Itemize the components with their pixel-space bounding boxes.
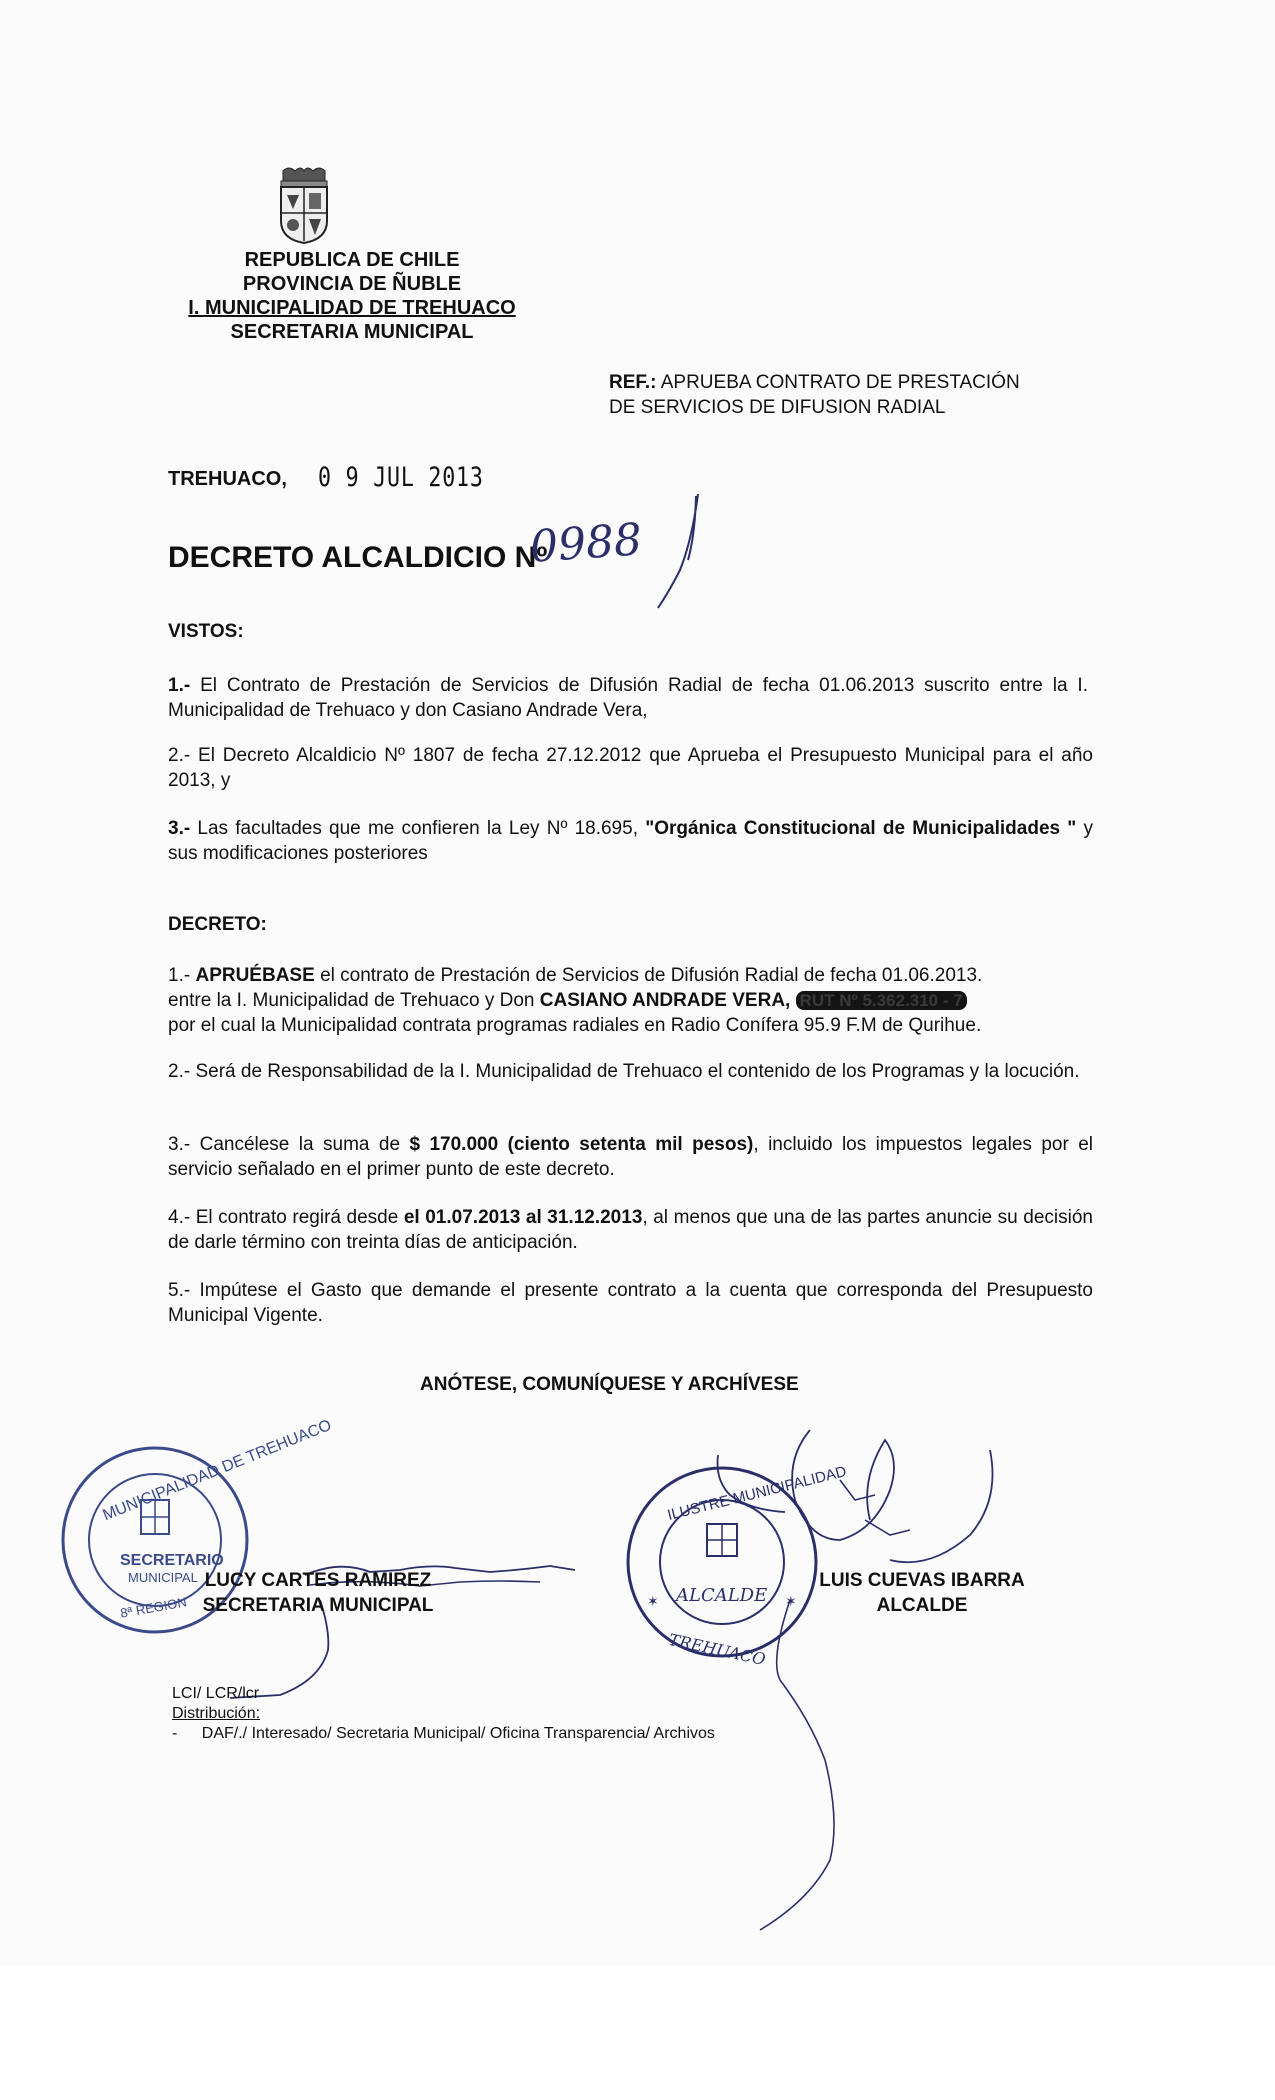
right-stamp-top-text: ILUSTRE MUNICIPALIDAD	[665, 1463, 849, 1524]
header-province: PROVINCIA DE ÑUBLE	[242, 273, 462, 295]
right-signatory-name: LUIS CUEVAS IBARRA	[819, 1570, 1025, 1591]
decree-number-handwritten: 0988	[528, 514, 644, 573]
vistos-item-3-law-name: "Orgánica Constitucional de Municipalidades "	[645, 818, 1077, 839]
vistos-item-3	[168, 816, 1093, 866]
left-signatory	[168, 1568, 468, 1618]
header-department: SECRETARIA MUNICIPAL	[230, 321, 474, 343]
decreto-item-1-text-3: por el cual la Municipalidad contrata programas radiales en Radio Conífera 95.9 F.M de Qurihue.	[168, 1015, 982, 1036]
decreto-item-4	[168, 1205, 1093, 1255]
vistos-item-3-tail: y sus modificaciones posteriores	[168, 818, 1093, 864]
vistos-item-2: 2.- El Decreto Alcaldicio Nº 1807 de fecha 27.12.2012 que Aprueba el Presupuesto Municipal para el año 2013, y	[168, 745, 1093, 791]
vistos-item-1-number: 1.-	[168, 675, 191, 696]
handwritten-slash-mark	[640, 490, 710, 615]
left-signatory-title: SECRETARIA MUNICIPAL	[202, 1595, 434, 1616]
decreto-item-1	[168, 963, 1103, 1038]
decreto-item-1-text-2: entre la I. Municipalidad de Trehuaco y Don	[168, 990, 535, 1011]
decreto-item-5: 5.- Impútese el Gasto que demande el presente contrato a la cuenta que corresponda del Presupuesto Municipal Vigente.	[168, 1280, 1093, 1326]
left-signatory-name: LUCY CARTES RAMIREZ	[204, 1570, 432, 1591]
decreto-item-3	[168, 1132, 1093, 1182]
redacted-rut: RUT Nº 5.362.310 - 7	[796, 991, 967, 1010]
closing-formula: ANÓTESE, COMUNÍQUESE Y ARCHÍVESE	[420, 1374, 799, 1395]
decreto-item-3-amount: $ 170.000 (ciento setenta mil pesos)	[409, 1134, 754, 1155]
decreto-item-2-text: Será de Responsabilidad de la I. Municipalidad de Trehuaco el contenido de los Programas y la locución.	[195, 1061, 1080, 1082]
decreto-item-4-period: el 01.07.2013 al 31.12.2013	[403, 1207, 643, 1228]
decreto-heading: DECRETO:	[168, 914, 267, 935]
left-stamp-mid-text: SECRETARIO	[120, 1552, 224, 1569]
footer-bullet: -	[172, 1725, 178, 1742]
decreto-item-4-tail: , al menos que una de las partes anuncie su decisión de darle término con treinta días de anticipación.	[168, 1207, 1093, 1253]
decreto-item-2	[168, 1059, 1093, 1084]
vistos-heading: VISTOS:	[168, 621, 244, 642]
footer-distribution-list: DAF/./ Interesado/ Secretaria Municipal/ Oficina Transparencia/ Archivos	[201, 1725, 715, 1742]
right-stamp-bottom-text: TREHUACO	[667, 1629, 768, 1670]
decreto-item-1-text-1: el contrato de Prestación de Servicios de Difusión Radial de fecha 01.06.2013.	[320, 965, 983, 986]
coat-of-arms-logo	[275, 165, 333, 245]
decreto-item-2-number: 2.-	[168, 1061, 191, 1082]
place-label: TREHUACO,	[168, 468, 287, 490]
right-stamp-mid-text: ALCALDE	[676, 1585, 768, 1606]
decree-title: DECRETO ALCALDICIO Nº	[168, 541, 548, 574]
decreto-item-3-text: 3.- Cancélese la suma de	[168, 1134, 401, 1155]
ref-line-2: DE SERVICIOS DE DIFUSION RADIAL	[609, 397, 946, 418]
header-country: REPUBLICA DE CHILE	[244, 249, 460, 271]
left-stamp-bottom-text: 8ª REGION	[119, 1594, 188, 1621]
right-signatory	[812, 1568, 1032, 1618]
footer-distribution-label: Distribución:	[172, 1705, 261, 1722]
alcalde-handwritten-signature	[690, 1420, 1010, 1930]
svg-text:✶: ✶	[785, 1593, 797, 1609]
vistos-item-3-text: Las facultades que me confieren la Ley Nº 18.695,	[197, 818, 638, 839]
svg-text:✶: ✶	[647, 1593, 659, 1609]
footer-block	[172, 1684, 715, 1744]
right-signatory-title: ALCALDE	[876, 1595, 968, 1616]
ref-label: REF.:	[609, 372, 657, 393]
ref-line-1: APRUEBA CONTRATO DE PRESTACIÓN	[660, 372, 1020, 393]
vistos-item-1	[168, 673, 1088, 723]
vistos-item-1-text: El Contrato de Prestación de Servicios de Difusión Radial de fecha 01.06.2013 suscrito entre la I. Municipalidad de Trehuaco y don Casiano Andrade Vera,	[168, 675, 1088, 721]
decreto-item-1-number: 1.-	[168, 965, 191, 986]
date-stamp: 0 9 JUL 2013	[318, 462, 484, 493]
decreto-item-4-text: 4.- El contrato regirá desde	[168, 1207, 399, 1228]
header-municipality: I. MUNICIPALIDAD DE TREHUACO	[188, 297, 516, 319]
left-stamp-low-text: MUNICIPAL	[128, 1570, 198, 1585]
ref-block	[609, 370, 1079, 420]
decreto-item-3-tail: , incluido los impuestos legales por el servicio señalado en el primer punto de este decreto.	[168, 1134, 1093, 1180]
decreto-item-1-approve: APRUÉBASE	[195, 965, 315, 986]
left-stamp-top-text: MUNICIPALIDAD DE TREHUACO	[100, 1416, 334, 1525]
footer-initials: LCI/ LCR/lcr	[172, 1685, 260, 1702]
vistos-item-3-number: 3.-	[168, 818, 191, 839]
decreto-item-1-contractor: CASIANO ANDRADE VERA,	[539, 990, 791, 1011]
